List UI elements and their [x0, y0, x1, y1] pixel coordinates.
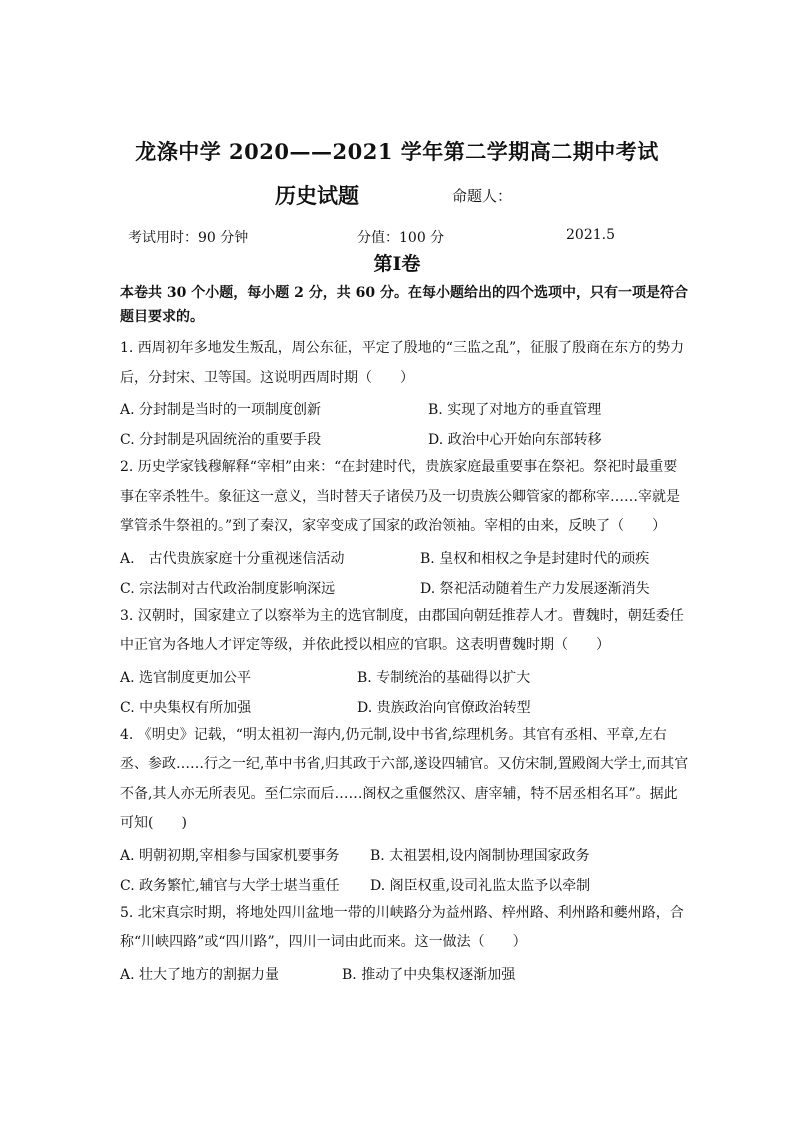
option-d: D. 祭祀活动随着生产力发展逐渐消失 — [420, 580, 650, 597]
question-3 — [120, 602, 690, 721]
option-row — [120, 393, 690, 423]
option-b: B. 实现了对地方的垂直管理 — [428, 402, 602, 418]
exam-date: 2021.5 — [566, 227, 615, 243]
subtitle-row — [0, 180, 794, 210]
option-a: A. 古代贵族家庭十分重视迷信活动 — [120, 550, 345, 567]
option-c: C. 宗法制对古代政治制度影响深远 — [120, 580, 336, 597]
exam-score: 分值：100 分 — [357, 230, 445, 246]
exam-duration: 考试用时：90 分钟 — [128, 230, 249, 246]
question-stem: 2. 历史学家钱穆解释“宰相”由来：“在封建时代，贵族家庭最重要事在祭祀。祭祀时最重要事在宰杀牲牛。象征这一意义，当时替天子诸侯乃及一切贵族公卿管家的都称宰……宰就是掌管杀牛祭祖的。”到了秦汉，家宰变成了国家的政治领袖。宰相的由来，反映了（ ） — [120, 459, 680, 534]
option-a: A. 明朝初期,宰相参与国家机要事务 — [120, 847, 340, 864]
subject-title: 历史试题 — [275, 183, 359, 208]
option-d: D. 政治中心开始向东部转移 — [428, 432, 602, 448]
option-row — [120, 572, 690, 602]
exam-meta — [0, 227, 794, 249]
option-row — [120, 691, 690, 721]
option-c: C. 政务繁忙,辅官与大学士堪当重任 — [120, 877, 340, 894]
question-5 — [120, 899, 690, 988]
option-b: B. 专制统治的基础得以扩大 — [357, 669, 531, 686]
option-row — [120, 958, 690, 988]
question-1 — [120, 334, 690, 453]
option-a: A. 分封制是当时的一项制度创新 — [120, 402, 322, 418]
instructions: 本卷共 30 个小题，每小题 2 分，共 60 分。在每小题给出的四个选项中，只有一项是符合题目要求的。 — [120, 285, 688, 325]
question-stem: 3. 汉朝时，国家建立了以察举为主的选官制度，由郡国向朝廷推荐人才。曹魏时，朝廷委任中正官为各地人才评定等级，并依此授以相应的官职。这表明曹魏时期（ ） — [120, 607, 684, 653]
volume-heading: 第Ⅰ卷 — [373, 253, 421, 275]
option-d: D. 阁臣权重,设司礼监太监予以牵制 — [370, 877, 591, 894]
option-row — [120, 839, 690, 869]
question-stem: 4. 《明史》记载，“明太祖初一海内,仍元制,设中书省,综理机务。其官有丞相、平章,左右丞、参政……行之一纪,革中书省,归其政于六部,遂设四辅官。又仿宋制,置殿阁大学士,而其官不备,其人亦无所表见。至仁宗而后……阁权之重偃然汉、唐宰辅，特不居丞相名耳”。据此可知( ) — [120, 726, 689, 831]
option-b: B. 太祖罢相,设内阁制协理国家政务 — [370, 847, 590, 864]
option-row — [120, 661, 690, 691]
option-b: B. 推动了中央集权逐渐加强 — [342, 966, 516, 983]
exam-title: 龙涤中学 2020——2021 学年第二学期高二期中考试 — [135, 139, 659, 164]
question-stem: 1. 西周初年多地发生叛乱，周公东征，平定了殷地的“三监之乱”，征服了殷商在东方的势力后，分封宋、卫等国。这说明西周时期（ ） — [120, 340, 685, 386]
option-row — [120, 423, 690, 453]
option-a: A. 壮大了地方的割据力量 — [120, 966, 280, 983]
author-label: 命题人： — [452, 187, 513, 205]
option-c: C. 分封制是巩固统治的重要手段 — [120, 432, 322, 448]
option-b: B. 皇权和相权之争是封建时代的顽疾 — [420, 550, 650, 567]
option-row — [120, 542, 690, 572]
option-d: D. 贵族政治向官僚政治转型 — [357, 699, 531, 716]
question-list — [120, 334, 690, 988]
option-a: A. 选官制度更加公平 — [120, 669, 252, 686]
question-2 — [120, 453, 690, 602]
option-c: C. 中央集权有所加强 — [120, 699, 252, 716]
option-row — [120, 869, 690, 899]
question-4 — [120, 721, 690, 899]
question-stem: 5. 北宋真宗时期，将地处四川盆地一带的川峡路分为益州路、梓州路、利州路和夔州路，合称“川峡四路”或“四川路”，四川一词由此而来。这一做法（ ） — [120, 904, 684, 950]
